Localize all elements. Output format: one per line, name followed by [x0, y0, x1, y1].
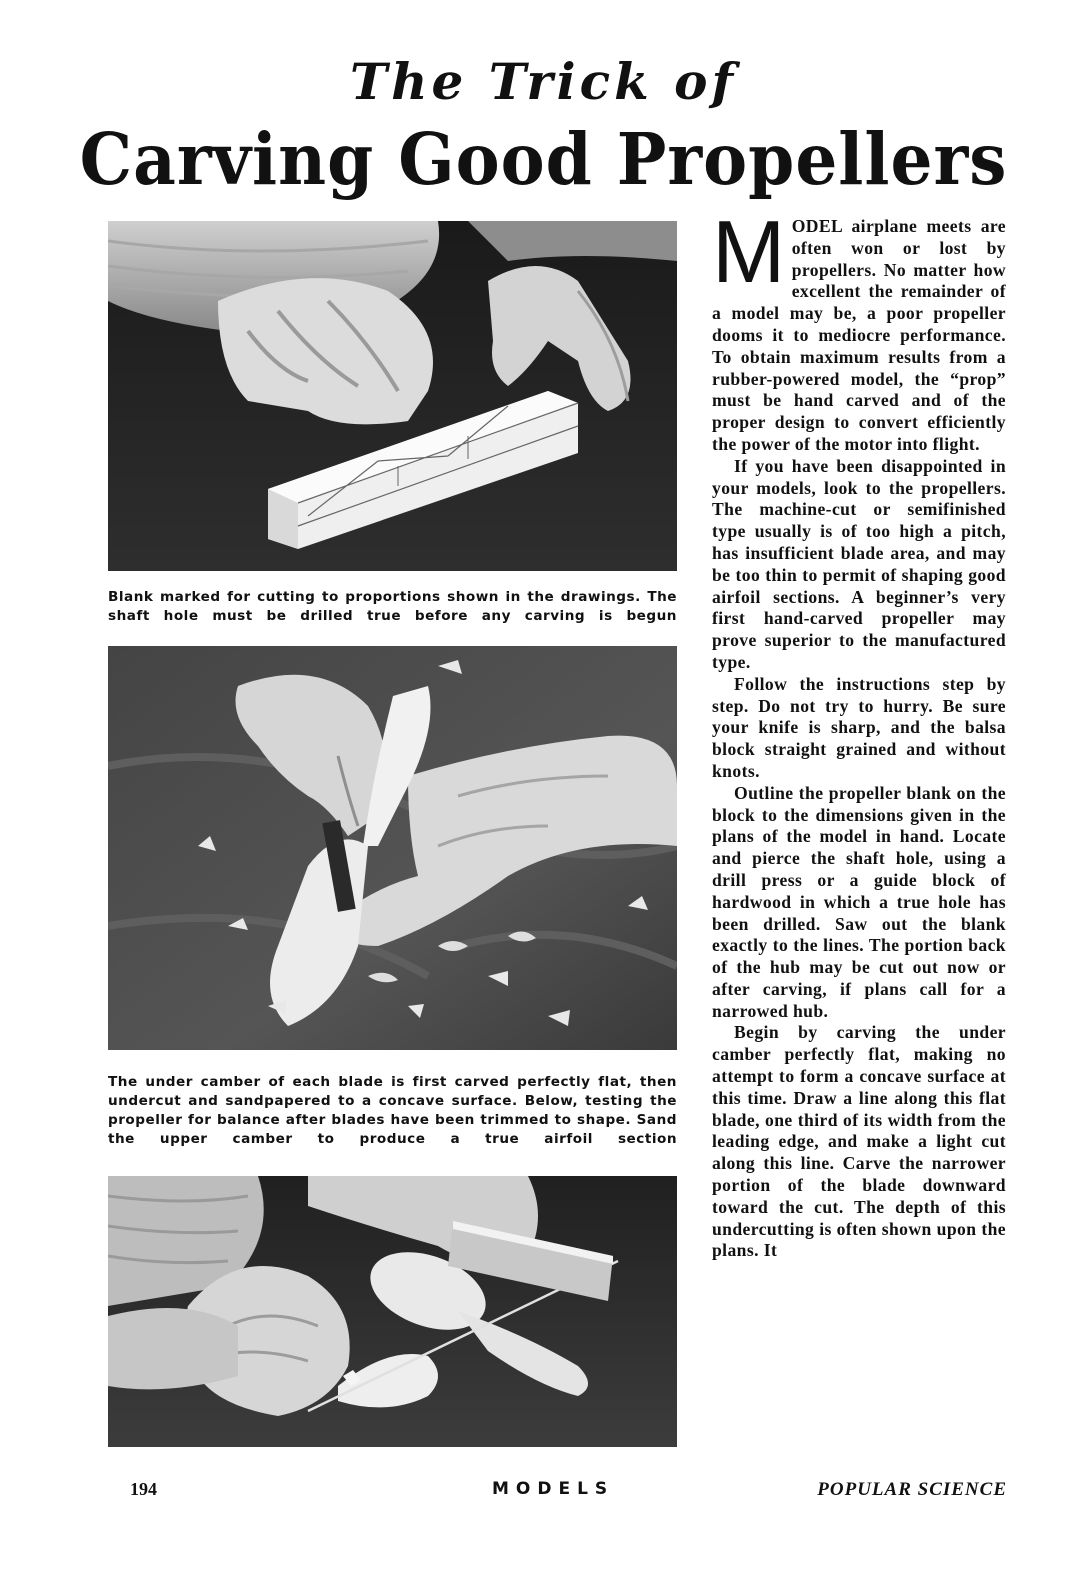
photo-blank-marked	[108, 221, 677, 571]
article-body	[712, 202, 1006, 1262]
article-paragraph: If you have been disappointed in your models, look to the propellers. The machine-cut or semifinished type usually is of too high a pitch, has insufficient blade area, and may be too thin to permit of shaping good airfoil sections. A beginner’s very first hand-carved propeller may prove superior to the manufactured type.	[712, 455, 1006, 672]
article-title: Carving Good Propellers	[79, 116, 1008, 202]
article-paragraph: Outline the propeller blank on the block to the dimensions given in the plans of the model in hand. Locate and pierce the shaft hole, using a drill press or a guide block of hardwood in which a true hole has been drilled. Saw out the blank exactly to the lines. The portion back of the hub may be cut out now or after carving, if plans call for a narrowed hub.	[712, 782, 1006, 1021]
article-kicker: The Trick of	[349, 52, 738, 111]
photo-carving-blade	[108, 646, 677, 1050]
caption-blank: Blank marked for cutting to proportions shown in the drawings. The shaft hole must be drilled true before any carving is begun	[108, 589, 677, 624]
article-paragraph: Follow the instructions step by step. Do not try to hurry. Be sure your knife is sharp, and the balsa block straight grained and without knots.	[712, 673, 1006, 781]
page-footer	[130, 1479, 1007, 1503]
article-paragraph	[712, 202, 1006, 456]
page-number: 194	[130, 1479, 157, 1499]
caption-carving: The under camber of each blade is first carved perfectly flat, then undercut and sandpapered to a concave surface. Below, testing the propeller for balance after blades have been trimmed to shape. Sand the upper camber to produce a true airfoil section	[108, 1074, 677, 1147]
article-paragraph: Begin by carving the under camber perfectly flat, making no attempt to form a concave surface at this time. Draw a line along this flat blade, one third of its width from the leading edge, and make a light cut along this line. Carve the narrower portion of the blade downward toward the cut. The depth of this undercutting is often shown upon the plans. It	[712, 1022, 1006, 1261]
drop-cap: M	[712, 202, 786, 301]
magazine-name: POPULAR SCIENCE	[817, 1479, 1007, 1500]
photo-balance-test	[108, 1176, 677, 1447]
article-paragraph-text: ODEL airplane meets are often won or lost by propellers. No matter how excellent the remainder of a model may be, a poor propeller dooms it to mediocre performance. To obtain maximum results from a rubber-powered model, the “prop” must be hand carved and of the proper design to convert efficiently the power of the motor into flight.	[712, 216, 1006, 454]
section-name: MODELS	[492, 1479, 615, 1499]
